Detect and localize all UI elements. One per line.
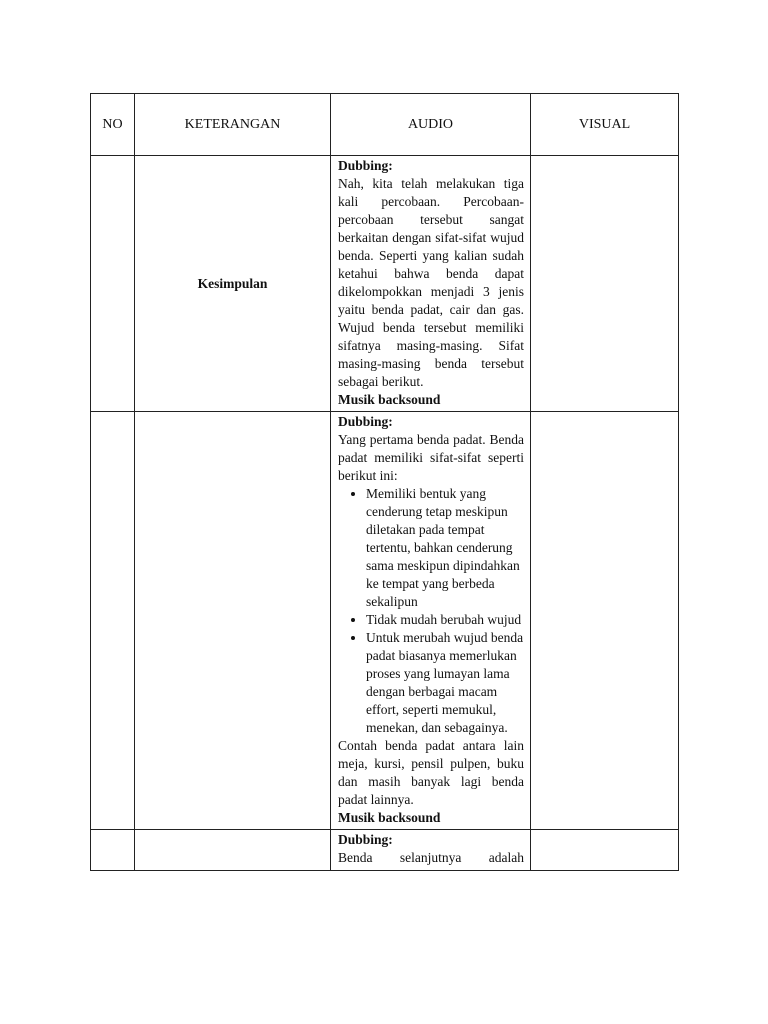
dubbing-label: Dubbing: (338, 158, 393, 173)
dubbing-label: Dubbing: (338, 832, 393, 847)
cell-visual (531, 412, 679, 830)
list-item: • Untuk merubah wujud benda padat biasanya memerlukan proses yang lumayan lama dengan berbagai macam effort, seperti memukul, menekan, dan sebagainya. (366, 629, 524, 737)
script-table (90, 93, 679, 871)
dubbing-intro: Yang pertama benda padat. Benda padat memiliki sifat-sifat seperti berikut ini: (338, 432, 524, 483)
header-no: NO (91, 94, 135, 156)
cell-no (91, 830, 135, 871)
header-audio: AUDIO (331, 94, 531, 156)
dubbing-label: Dubbing: (338, 414, 393, 429)
list-item: • Memiliki bentuk yang cenderung tetap meskipun diletakan pada tempat tertentu, bahkan cenderung sama meskipun dipindahkan ke tempat yang berbeda sekalipun (366, 485, 524, 611)
music-label: Musik backsound (338, 392, 441, 407)
header-visual: VISUAL (531, 94, 679, 156)
bullet-list (338, 485, 524, 737)
table-row (91, 156, 679, 412)
cell-keterangan: Kesimpulan (135, 156, 331, 412)
cell-keterangan (135, 830, 331, 871)
cell-audio (331, 412, 531, 830)
table-row (91, 830, 679, 871)
dubbing-text: Nah, kita telah melakukan tiga kali percobaan. Percobaan-percobaan tersebut sangat berkaitan dengan sifat-sifat wujud benda. Seperti yang kalian sudah ketahui bahwa benda dapat dikelompokkan menjadi 3 jenis yaitu benda padat, cair dan gas. Wujud benda tersebut memiliki sifatnya masing-masing. Sifat masing-masing benda tersebut sebagai berikut. (338, 176, 524, 389)
list-item: • Tidak mudah berubah wujud (366, 611, 524, 629)
table-row (91, 412, 679, 830)
cell-audio (331, 830, 531, 871)
cell-visual (531, 830, 679, 871)
dubbing-text: Benda selanjutnya adalah (338, 850, 524, 865)
header-row (91, 94, 679, 156)
cell-no (91, 156, 135, 412)
cell-keterangan (135, 412, 331, 830)
cell-audio (331, 156, 531, 412)
cell-visual (531, 156, 679, 412)
music-label: Musik backsound (338, 810, 441, 825)
header-keterangan: KETERANGAN (135, 94, 331, 156)
cell-no (91, 412, 135, 830)
dubbing-outro: Contah benda padat antara lain meja, kursi, pensil pulpen, buku dan masih banyak lagi benda padat lainnya. (338, 738, 524, 807)
